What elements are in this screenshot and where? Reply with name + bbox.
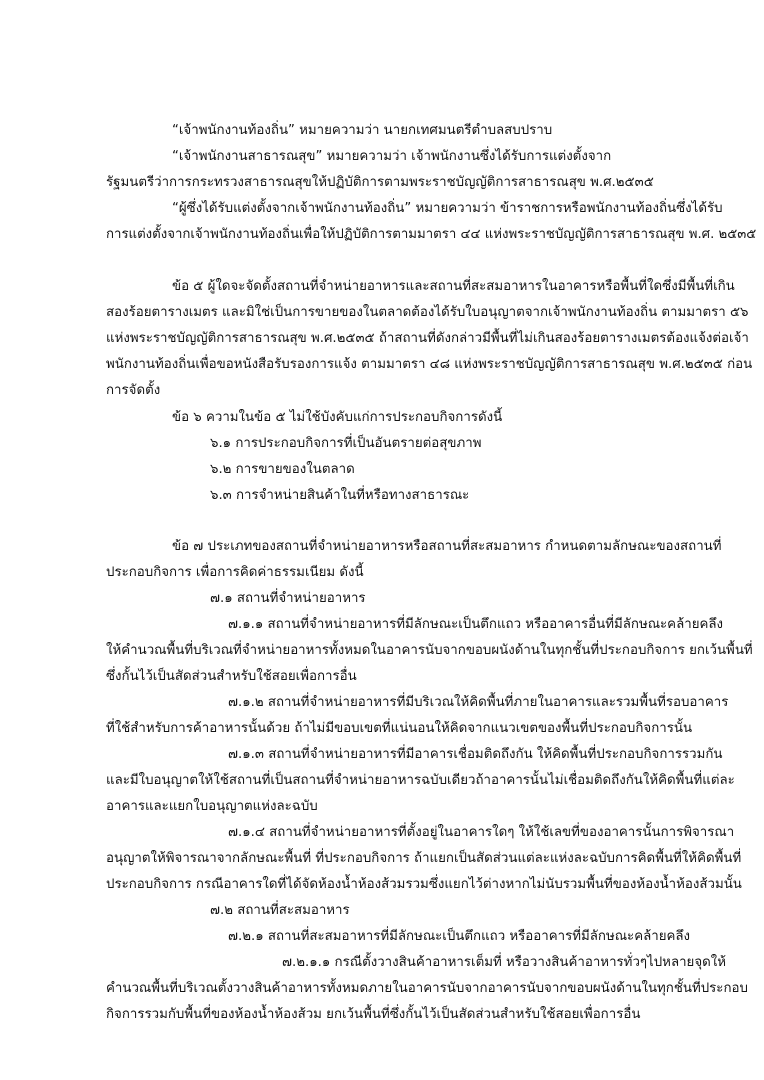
definition-appointee: “ผู้ซึ่งได้รับแต่งตั้งจากเจ้าพนักงานท้องถิ่น” หมายความว่า ข้าราชการหรือพนักงานท้องถิ่นซึ่งได้รับ [172,201,723,216]
section-7-2-heading: ๗.๒ สถานที่สะสมอาหาร [210,903,350,918]
clause-5-line-2: สองร้อยตารางเมตร และมิใช่เป็นการขายของในตลาดต้องได้รับใบอนุญาตจากเจ้าพนักงานท้องถิ่น ตามมาตรา ๕๖ [106,305,749,320]
definition-public-health-officer: “เจ้าพนักงานสาธารณสุข” หมายความว่า เจ้าพนักงานซึ่งได้รับการแต่งตั้งจาก [172,149,612,164]
clause-6-item-2: ๖.๒ การขายของในตลาด [210,462,355,477]
clause-6-item-3: ๖.๓ การจำหน่ายสินค้าในที่หรือทางสาธารณะ [210,488,470,503]
section-7-1-4-line-1: ๗.๑.๔ สถานที่จำหน่ายอาหารที่ตั้งอยู่ในอาคารใดๆ ให้ใช้เลขที่ของอาคารนั้นการพิจารณา [228,825,735,840]
clause-5-line-1: ข้อ ๕ ผู้ใดจะจัดตั้งสถานที่จำหน่ายอาหารและสถานที่สะสมอาหารในอาคารหรือพื้นที่ใดซึ่งมีพื้นที่เกิน [172,279,735,294]
definition-local-officer: “เจ้าพนักงานท้องถิ่น” หมายความว่า นายกเทศมนตรีตำบลสบปราบ [172,123,553,138]
clause-5-line-4: พนักงานท้องถิ่นเพื่อขอหนังสือรับรองการแจ้ง ตามมาตรา ๔๘ แห่งพระราชบัญญัติการสาธารณสุข พ.ศ.๒๕๓๕ ก่อน [106,357,753,372]
section-7-1-3-line-2: และมีใบอนุญาตให้ใช้สถานที่เป็นสถานที่จำหน่ายอาหารฉบับเดียวถ้าอาคารนั้นไม่เชื่อมติดถึงกันให้คิดพื้นที่แต่ละ [106,773,735,788]
section-7-1-1-line-1: ๗.๑.๑ สถานที่จำหน่ายอาหารที่มีลักษณะเป็นตึกแถว หรืออาคารอื่นที่มีลักษณะคล้ายคลึง [228,617,724,632]
clause-5-line-5: การจัดตั้ง [106,383,161,398]
section-7-1-4-line-3: ประกอบกิจการ กรณีอาคารใดที่ได้จัดห้องน้ำห้องส้วมรวมซึ่งแยกไว้ต่างหากไม่นับรวมพื้นที่ของห้องน้ำห้องส้วมนั้น [106,877,742,892]
section-7-1-3-line-1: ๗.๑.๓ สถานที่จำหน่ายอาหารที่มีอาคารเชื่อมติดถึงกัน ให้คิดพื้นที่ประกอบกิจการรวมกัน [228,747,723,762]
section-7-1-2-line-1: ๗.๑.๒ สถานที่จำหน่ายอาหารที่มีบริเวณให้คิดพื้นที่ภายในอาคารและรวมพื้นที่รอบอาคาร [228,695,729,710]
definition-public-health-officer-cont: รัฐมนตรีว่าการกระทรวงสาธารณสุขให้ปฏิบัติการตามพระราชบัญญัติการสาธารณสุข พ.ศ.๒๕๓๕ [106,175,654,190]
clause-5-line-3: แห่งพระราชบัญญัติการสาธารณสุข พ.ศ.๒๕๓๕ ถ้าสถานที่ดังกล่าวมีพื้นที่ไม่เกินสองร้อยตารางเมตรต้องแจ้งต่อเจ้า [106,331,749,346]
section-7-2-1-1-line-2: คำนวณพื้นที่บริเวณตั้งวางสินค้าอาหารทั้งหมดภายในอาคารนับจากอาคารนับจากขอบผนังด้านในทุกชั้นที่ประกอบ [106,981,748,996]
clause-7-line-2: ประกอบกิจการ เพื่อการคิดค่าธรรมเนียม ดังนี้ [106,565,364,580]
section-7-1-1-line-2: ให้คำนวณพื้นที่บริเวณที่จำหน่ายอาหารทั้งหมดในอาคารนับจากขอบผนังด้านในทุกชั้นที่ประกอบกิจการ ยกเว้นพื้นที่ [106,643,753,658]
section-7-1-1-line-3: ซึ่งกั้นไว้เป็นสัดส่วนสำหรับใช้สอยเพื่อการอื่น [106,669,357,684]
clause-6-heading: ข้อ ๖ ความในข้อ ๕ ไม่ใช้บังคับแก่การประกอบกิจการดังนี้ [172,410,503,425]
section-7-2-1-1-line-1: ๗.๒.๑.๑ กรณีตั้งวางสินค้าอาหารเต็มที่ หรือวางสินค้าอาหารทั่วๆไปหลายจุดให้ [282,955,727,970]
section-7-2-1-line: ๗.๒.๑ สถานที่สะสมอาหารที่มีลักษณะเป็นตึกแถว หรืออาคารที่มีลักษณะคล้ายคลึง [228,929,691,944]
section-7-1-heading: ๗.๑ สถานที่จำหน่ายอาหาร [210,591,366,606]
section-7-1-2-line-2: ที่ใช้สำหรับการค้าอาหารนั้นด้วย ถ้าไม่มีขอบเขตที่แน่นอนให้คิดจากแนวเขตของพื้นที่ประกอบกิจการนั้น [106,721,693,736]
definition-appointee-cont: การแต่งตั้งจากเจ้าพนักงานท้องถิ่นเพื่อให้ปฏิบัติการตามมาตรา ๔๔ แห่งพระราชบัญญัติการสาธารณสุข พ.ศ. ๒๕๓๕ [106,227,757,242]
section-7-2-1-1-line-3: กิจการรวมกับพื้นที่ของห้องน้ำห้องส้วม ยกเว้นพื้นที่ซึ่งกั้นไว้เป็นสัดส่วนสำหรับใช้สอยเพื่อการอื่น [106,1007,641,1022]
clause-7-line-1: ข้อ ๗ ประเภทของสถานที่จำหน่ายอาหารหรือสถานที่สะสมอาหาร กำหนดตามลักษณะของสถานที่ [172,539,722,554]
section-7-1-4-line-2: อนุญาตให้พิจารณาจากลักษณะพื้นที่ ที่ประกอบกิจการ ถ้าแยกเป็นสัดส่วนแต่ละแห่งละฉบับการคิดพื้นที่ให้คิดพื้นที่ [106,851,742,866]
clause-6-item-1: ๖.๑ การประกอบกิจการที่เป็นอันตรายต่อสุขภาพ [210,436,482,451]
section-7-1-3-line-3: อาคารและแยกใบอนุญาตแห่งละฉบับ [106,799,318,814]
